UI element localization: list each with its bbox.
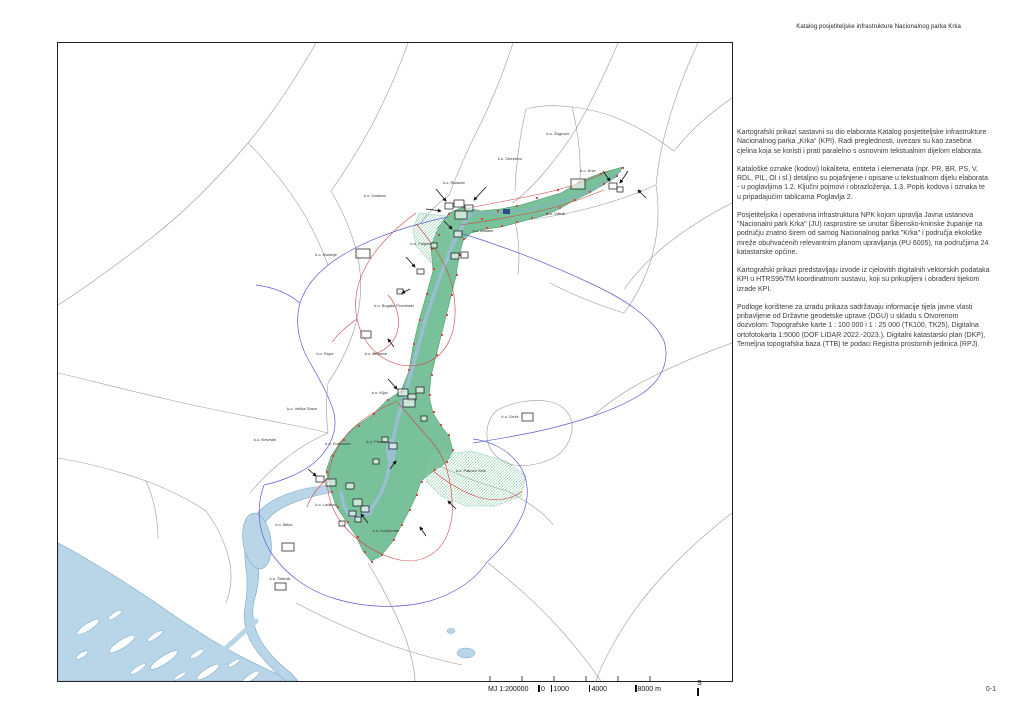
symbol-box-icon: [454, 231, 462, 237]
paragraph-5: Podloge korištene za izradu prikaza sadržavaju informacije tijela javne vlasti pribavljene od Državne geodetske uprave (DGU) u skladu s Otvorenom dozvolom: Topografske karte 1 : 100 000 i 1 : 25 000 (TK100, TK25), Digitalna ortofotokarta 1:5000 (DOF LIDAR 2022.-2023.), Digitalni katastarski plan (DKP), Temeljna topografska baza (TTB) te podaci Registra prostornih jedinica (RPJ).: [737, 303, 986, 349]
ko-label: k.o. Bilice: [275, 522, 293, 527]
ko-label: k.o. Rupe: [316, 351, 334, 356]
red-marker-icon: [431, 374, 433, 376]
red-marker-icon: [401, 524, 403, 526]
symbol-box-icon: [397, 289, 403, 294]
red-marker-icon: [434, 469, 436, 471]
ko-label: k.o. Vrbnik: [546, 211, 566, 216]
red-marker-icon: [409, 509, 411, 511]
symbol-box-icon: [361, 506, 369, 512]
arrow-icon: [620, 171, 628, 183]
symbol-box-icon: [417, 269, 424, 274]
red-marker-icon: [589, 191, 591, 193]
arrow-icon: [426, 209, 441, 211]
symbol-box-icon: [326, 479, 336, 486]
symbol-box-icon: [339, 521, 345, 526]
symbol-box-icon: [522, 413, 533, 421]
arrow-icon: [406, 257, 415, 267]
red-marker-icon: [463, 238, 465, 240]
symbol-box-icon: [398, 389, 408, 396]
ko-label: k.o. Ključ: [371, 390, 389, 395]
north-label: S: [697, 680, 702, 687]
ko-label: k.o. Šibenik: [269, 576, 291, 581]
krka-map: [58, 43, 732, 681]
symbol-box-icon: [373, 459, 379, 464]
ko-label: k.o. Lađevci: [315, 502, 337, 507]
ko-label: k.o. Ivoševci: [363, 193, 387, 198]
reservoir-mark: [503, 209, 510, 214]
paragraph-1: Kartografski prikazi sastavni su dio elaborata Katalog posjetiteljske infrastrukture Nacionalnog parka „Krka“ (KPI). Radi preglednosti, uvezani su kao zasebna cjelina koja se koristi i prati paralelno s osnovnim tekstualnim dijelom elaborata.: [737, 129, 987, 155]
north-indicator: [697, 680, 709, 696]
red-marker-icon: [622, 167, 624, 169]
symbol-box-icon: [275, 583, 286, 590]
red-marker-icon: [440, 424, 442, 426]
red-marker-icon: [331, 491, 333, 493]
symbol-box-icon: [617, 187, 623, 192]
ko-label: k.o. Bogatić Prominski: [374, 303, 414, 308]
blue-boundary-lines: [253, 217, 666, 606]
symbol-box-icon: [571, 179, 585, 189]
red-marker-icon: [393, 539, 395, 541]
ko-label: k.o. Matase: [472, 228, 494, 233]
red-marker-icon: [616, 175, 618, 177]
ko-label: k.o. Knin: [580, 168, 596, 173]
cadastral-boundaries: [58, 43, 732, 681]
red-marker-icon: [574, 199, 576, 201]
red-marker-icon: [516, 205, 518, 207]
krka-estuary: [198, 485, 475, 681]
ko-label: k.o. Puljane: [410, 241, 432, 246]
ko-label: k.o. Oćestovo: [497, 156, 523, 161]
symbol-box-icon: [356, 249, 370, 258]
symbol-box-icon: [451, 253, 459, 259]
red-marker-icon: [416, 494, 418, 496]
symbol-box-icon: [454, 200, 464, 207]
red-marker-icon: [436, 354, 438, 356]
red-marker-icon: [332, 455, 334, 457]
red-marker-icon: [497, 210, 499, 212]
red-marker-icon: [433, 268, 435, 270]
red-marker-icon: [357, 536, 359, 538]
red-marker-icon: [603, 183, 605, 185]
scale-text: MJ 1:200000: [488, 686, 529, 693]
symbol-box-icon: [416, 387, 424, 393]
document-header: Katalog posjetiteljske infrastrukture Nacionalnog parka Krka: [796, 24, 961, 30]
red-marker-icon: [516, 221, 518, 223]
symbol-box-icon: [421, 416, 427, 421]
red-marker-icon: [419, 319, 421, 321]
red-marker-icon: [452, 449, 454, 451]
description-text: [737, 128, 990, 358]
red-marker-icon: [426, 293, 428, 295]
red-marker-icon: [536, 197, 538, 199]
symbol-box-icon: [346, 483, 354, 489]
red-marker-icon: [347, 521, 349, 523]
red-marker-icon: [421, 481, 423, 483]
symbol-box-icon: [349, 511, 356, 516]
ko-label: k.o. Kistanje: [315, 252, 337, 257]
red-marker-icon: [371, 561, 373, 563]
map-frame: [57, 42, 733, 682]
frame-ticks: [490, 676, 650, 681]
red-marker-icon: [448, 213, 450, 215]
ko-label: k.o. Drniš: [501, 414, 519, 419]
arrow-icon: [436, 189, 446, 201]
ko-label: k.o. Đevrske: [253, 437, 277, 442]
red-marker-icon: [358, 425, 360, 427]
red-marker-icon: [364, 551, 366, 553]
scale-tick-label: 8000 m: [637, 686, 661, 693]
red-marker-icon: [531, 217, 533, 219]
scale-tick-label: 0: [540, 686, 545, 693]
red-marker-icon: [481, 218, 483, 220]
symbol-box-icon: [355, 517, 361, 522]
paragraph-2: Kataloške oznake (kodovi) lokaliteta, entiteta i elemenata (npr. PR, BR, PS, V, RDL, PIL, OI i sl.) detaljno su pojašnjene i opisane u tekstualnom dijelu elaborata - u poglavljima 1.2. Ključni pojmovi i obrazloženja, 1.3. Popis kodova i oznaka te u pripadajućim tablicama Poglavlja 2.: [737, 165, 988, 201]
ko-label: k.o. Pakovo Selo: [455, 468, 487, 473]
red-marker-icon: [326, 471, 328, 473]
arrow-icon: [420, 527, 426, 536]
symbol-box-icon: [455, 211, 467, 219]
ko-label: k.o. Radučić: [442, 180, 466, 185]
red-marker-icon: [441, 334, 443, 336]
arrow-icon: [308, 469, 316, 476]
scale-tick-label: 1000: [553, 686, 569, 693]
symbol-box-icon: [403, 399, 415, 407]
symbol-box-icon: [389, 443, 397, 449]
red-marker-icon: [381, 554, 383, 556]
red-marker-icon: [451, 294, 453, 296]
red-marker-icon: [438, 234, 440, 236]
scale-tick-icon: [635, 685, 637, 692]
symbol-box-icon: [316, 476, 324, 482]
ko-label: k.o. Plastovo: [366, 439, 390, 444]
red-marker-icon: [456, 274, 458, 276]
scale-bar: [488, 685, 661, 693]
red-marker-icon: [373, 413, 375, 415]
red-marker-icon: [446, 461, 448, 463]
scale-tick-icon: [538, 685, 540, 692]
arrow-icon: [474, 187, 486, 200]
red-marker-icon: [559, 207, 561, 209]
ko-label: k.o. Dubravice: [325, 441, 351, 446]
symbol-box-icon: [445, 203, 453, 209]
ko-label: k.o. Žagrović: [546, 131, 570, 136]
red-marker-icon: [413, 343, 415, 345]
symbol-box-icon: [431, 243, 437, 248]
red-marker-icon: [337, 506, 339, 508]
ko-label: k.o. Velika Glava: [287, 406, 317, 411]
red-marker-icon: [557, 189, 559, 191]
ko-label: k.o. Konjevrate: [372, 528, 400, 533]
symbol-box-icon: [353, 499, 362, 506]
ko-label: k.o. Brištane: [364, 351, 388, 356]
symbol-box-icon: [609, 183, 617, 189]
symbol-box-icon: [461, 252, 468, 258]
red-marker-icon: [429, 394, 431, 396]
scale-tick-label: 4000: [591, 686, 608, 693]
symbol-box-icon: [282, 543, 294, 551]
red-marker-icon: [600, 173, 602, 175]
paragraph-4: Kartografski prikazi predstavljaju izvode iz cjelovitih digitalnih vektorskih podataka KPI u HTRS96/TM koordinatnom sustavu, koji su prikupljeni i obrađeni tijekom izrade KPI.: [737, 267, 990, 293]
paragraph-3: Posjetiteljska i operativna infrastruktura NPK kojom upravlja Javna ustanova "Nacionalni park Krka" (JU) rasprostire se unutar Šibensko-kninske županije na području znatno širem od samog Nacionalnog parka "Krka" i područja ekološke mreže obuhvaćenih relevantnim planom upravljanja (PU 6005), na područjima 24 katastarske općine.: [737, 211, 989, 257]
red-marker-icon: [387, 399, 389, 401]
arrow-icon: [388, 379, 397, 389]
page-number: 0-1: [985, 686, 996, 693]
red-marker-icon: [433, 411, 435, 413]
symbol-box-icon: [465, 205, 473, 211]
symbol-box-icon: [361, 331, 371, 338]
north-arrow-icon: [697, 688, 699, 696]
red-marker-icon: [446, 314, 448, 316]
red-marker-icon: [448, 434, 450, 436]
red-marker-icon: [501, 225, 503, 227]
red-marker-icon: [408, 369, 410, 371]
